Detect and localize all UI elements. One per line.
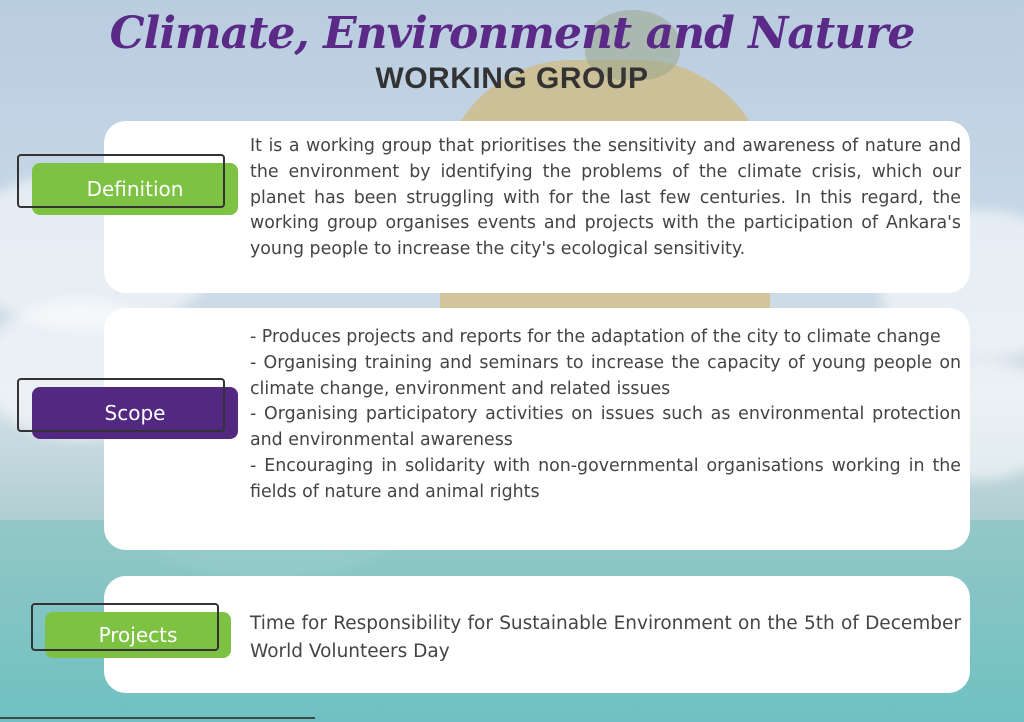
projects-text: Time for Responsibility for Sustainable Environment on the 5th of December World Volunteers Day bbox=[250, 613, 961, 662]
divider-line bbox=[0, 717, 315, 719]
page-title: Climate, Environment and Nature bbox=[109, 8, 915, 59]
projects-label-box: Projects bbox=[45, 612, 231, 658]
scope-text: - Produces projects and reports for the adaptation of the city to climate change - Organising training and seminars to increase the capacity of young people on climate change, environment and related issues - Organising participatory activities on issues such as environmental protection and environmental awareness - Encouraging in solidarity with non-governmental organisations working in the fields of nature and animal rights bbox=[250, 327, 961, 502]
scope-label-outline bbox=[17, 378, 225, 432]
definition-label-box: Definition bbox=[32, 163, 238, 215]
definition-label-outline bbox=[17, 154, 225, 208]
definition-text: It is a working group that prioritises the sensitivity and awareness of nature and the environment by identifying the problems of the climate crisis, which our planet has been struggling with for the last few centuries. In this regard, the working group organises events and projects with the participation of Ankara's young people to increase the city's ecological sensitivity. bbox=[250, 136, 961, 260]
scope-label-box: Scope bbox=[32, 387, 238, 439]
page-subtitle: WORKING GROUP bbox=[375, 62, 649, 95]
projects-label-outline bbox=[31, 603, 219, 651]
